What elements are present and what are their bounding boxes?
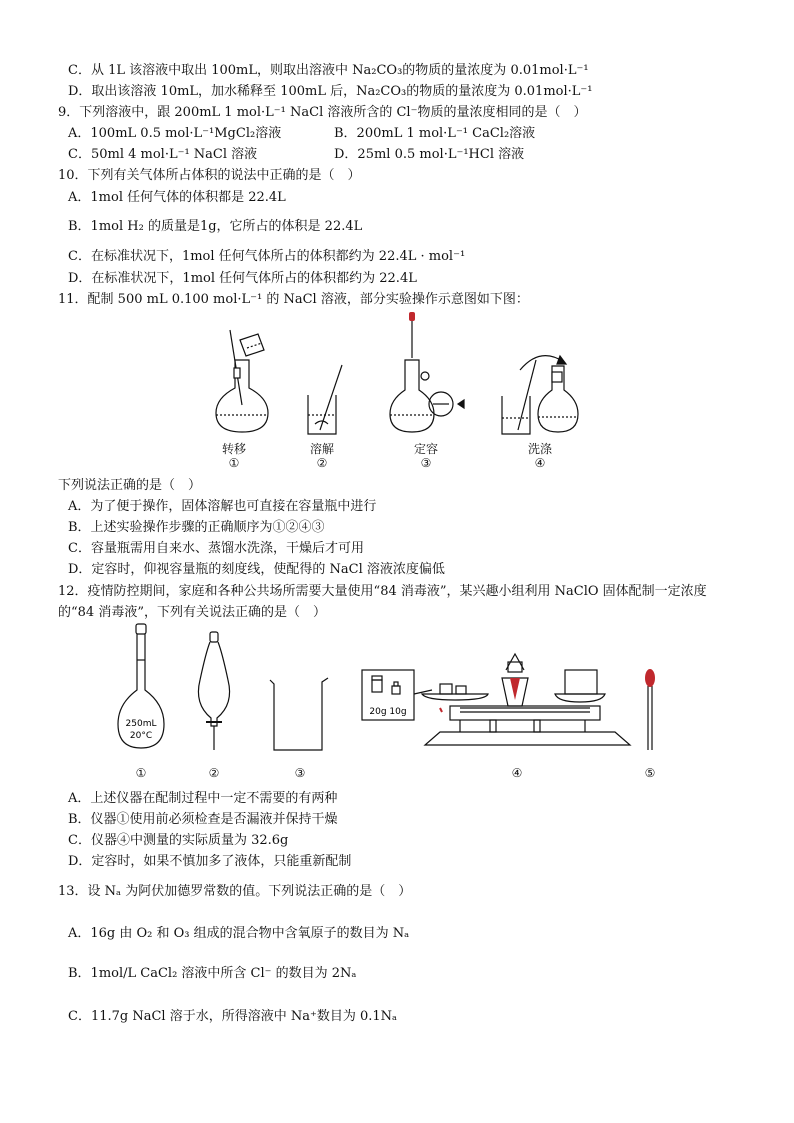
- volume-apparatus: [390, 320, 464, 432]
- q10-option-b: B．1mol H₂ 的质量是1g，它所占的体积是 22.4L: [68, 219, 363, 234]
- q11-option-b: B．上述实验操作步骤的正确顺序为①②④③: [68, 520, 325, 535]
- q13-option-b: B．1mol/L CaCl₂ 溶液中所含 Cl⁻ 的数目为 2Nₐ: [68, 966, 357, 981]
- flask-label-volume: 250mL: [125, 719, 157, 729]
- volumetric-flask: [118, 624, 164, 748]
- fig11-label-2: 溶解: [309, 442, 334, 456]
- q10-stem: 10．下列有关气体所占体积的说法中正确的是（ ）: [58, 168, 361, 183]
- q13-option-a: A．16g 由 O₂ 和 O₃ 组成的混合物中含氧原子的数目为 Nₐ: [68, 926, 410, 941]
- dropper-bulb-icon: [645, 669, 655, 687]
- q8-option-c: C．从 1L 该溶液中取出 100mL，则取出溶液中 Na₂CO₃的物质的量浓度为 0.01mol·L⁻¹: [68, 63, 589, 78]
- q12-stem-line1: 12．疫情防控期间，家庭和各种公共场所需要大量使用“84 消毒液”，某兴趣小组利用 NaClO 固体配制一定浓度: [58, 584, 707, 599]
- q9-option-c: C．50ml 4 mol·L⁻¹ NaCl 溶液: [68, 147, 258, 162]
- q9-option-a: A．100mL 0.5 mol·L⁻¹MgCl₂溶液: [68, 126, 282, 141]
- q11-stem: 11．配制 500 mL 0.100 mol·L⁻¹ 的 NaCl 溶液，部分实验操作示意图如下图：: [58, 292, 529, 307]
- q12-option-d: D．定容时，如果不慎加多了液体，只能重新配制: [68, 854, 352, 869]
- q12-stem-line2: 的“84 消毒液”，下列有关说法正确的是（ ）: [58, 605, 326, 620]
- wash-apparatus: [502, 356, 578, 434]
- separatory-funnel: [198, 632, 229, 750]
- fig12-num-5: ⑤: [644, 766, 656, 780]
- fig11-num-3: ③: [420, 456, 432, 470]
- dropper: [648, 686, 652, 750]
- flask-label-temp: 20°C: [129, 731, 153, 741]
- fig11-num-4: ④: [534, 456, 546, 470]
- q10-option-d: D．在标准状况下，1mol 任何气体所占的体积都约为 22.4L: [68, 271, 417, 286]
- q10-option-c: C．在标准状况下，1mol 任何气体所占的体积都约为 22.4L · mol⁻¹: [68, 249, 466, 264]
- fig11-num-1: ①: [228, 456, 240, 470]
- q12-option-c: C．仪器④中测量的实际质量为 32.6g: [68, 833, 289, 848]
- fig12-num-3: ③: [294, 766, 306, 780]
- q11-figure: [200, 310, 600, 440]
- q12-figure: [110, 620, 670, 760]
- q10-option-a: A．1mol 任何气体的体积都是 22.4L: [68, 190, 286, 205]
- q9-stem: 9．下列溶液中，跟 200mL 1 mol·L⁻¹ NaCl 溶液所含的 Cl⁻物质的量浓度相同的是（ ）: [58, 105, 587, 120]
- balance: [362, 654, 630, 745]
- q12-option-b: B．仪器①使用前必须检查是否漏液并保持干燥: [68, 812, 338, 827]
- fig11-label-4: 洗涤: [527, 442, 552, 456]
- q13-stem: 13．设 Nₐ 为阿伏加德罗常数的值。下列说法正确的是（ ）: [58, 884, 412, 899]
- q11-option-d: D．定容时，仰视容量瓶的刻度线，使配得的 NaCl 溶液浓度偏低: [68, 562, 445, 577]
- dissolve-apparatus: [308, 365, 342, 434]
- q12-option-a: A．上述仪器在配制过程中一定不需要的有两种: [68, 791, 338, 806]
- fig11-num-2: ②: [316, 456, 328, 470]
- transfer-apparatus: [216, 330, 268, 432]
- q13-option-c: C．11.7g NaCl 溶于水，所得溶液中 Na⁺数目为 0.1Nₐ: [68, 1009, 398, 1024]
- q11-option-a: A．为了便于操作，固体溶解也可直接在容量瓶中进行: [68, 499, 377, 514]
- fig11-label-3: 定容: [413, 442, 438, 456]
- q9-option-d: D．25ml 0.5 mol·L⁻¹HCl 溶液: [334, 147, 525, 162]
- weights-label: 20g 10g: [369, 707, 407, 717]
- q11-option-c: C．容量瓶需用自来水、蒸馏水洗涤，干燥后才可用: [68, 541, 364, 556]
- fig12-num-4: ④: [511, 766, 523, 780]
- fig11-label-1: 转移: [221, 442, 246, 456]
- fig12-num-2: ②: [208, 766, 220, 780]
- q9-option-b: B．200mL 1 mol·L⁻¹ CaCl₂溶液: [334, 126, 536, 141]
- q11-sub-stem: 下列说法正确的是（ ）: [58, 478, 202, 493]
- beaker: [270, 678, 328, 750]
- q8-option-d: D．取出该溶液 10mL，加水稀释至 100mL 后，Na₂CO₃的物质的量浓度为 0.01mol·L⁻¹: [68, 84, 593, 99]
- fig12-num-1: ①: [135, 766, 147, 780]
